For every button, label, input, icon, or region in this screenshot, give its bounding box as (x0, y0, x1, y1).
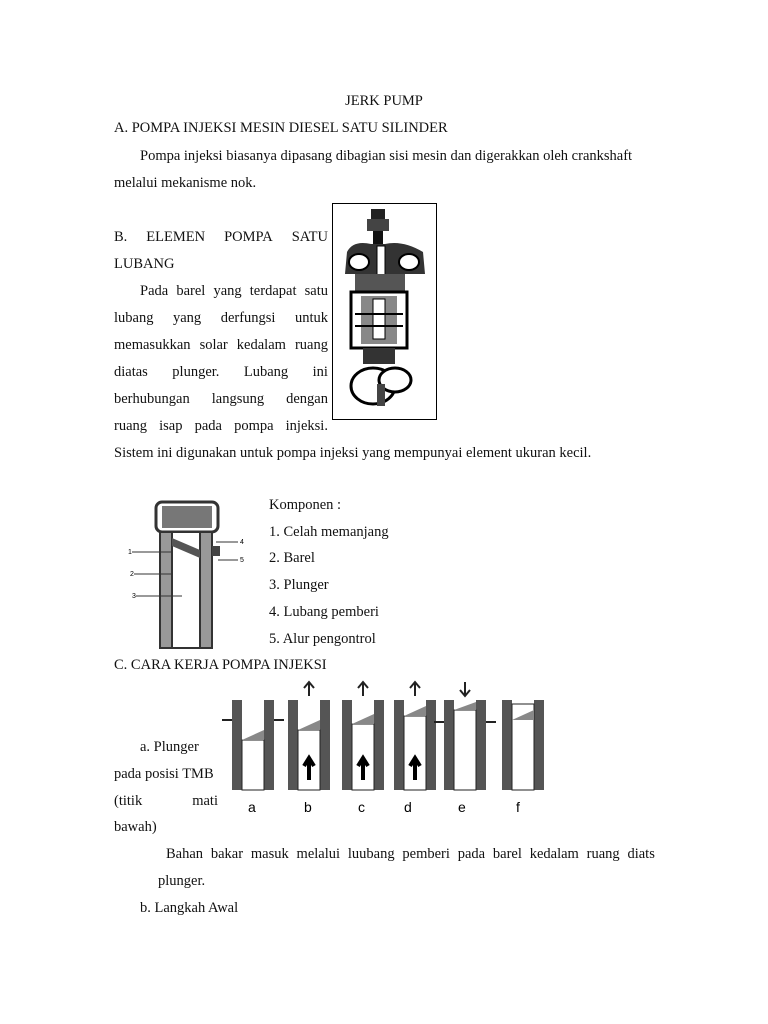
word: derfungsi (220, 310, 276, 326)
section-b-line (114, 310, 328, 327)
word: ruang (294, 337, 328, 353)
component-item: 2. Barel (269, 550, 315, 566)
word: langsung (211, 391, 265, 407)
section-a-heading: A. POMPA INJEKSI MESIN DIESEL SATU SILINDER (114, 120, 448, 136)
page-title: JERK PUMP (345, 93, 423, 109)
section-b-line (114, 364, 328, 381)
figure-label: d (404, 799, 412, 815)
step-a-line: a. Plunger (140, 739, 199, 755)
word: dengan (286, 391, 328, 407)
figure-label: a (248, 799, 256, 815)
section-b-line (114, 391, 328, 408)
word: ruang (586, 846, 620, 862)
word: pada (457, 846, 486, 862)
word: plunger. (172, 364, 220, 380)
figure-label: b (304, 799, 312, 815)
figure-label: e (458, 799, 466, 815)
figure-label: 3 (132, 593, 136, 600)
word: diats (627, 846, 655, 862)
word: pemberi (402, 846, 450, 862)
component-item: 1. Celah memanjang (269, 524, 389, 540)
section-b-line (114, 418, 328, 435)
figure-label: f (516, 799, 520, 815)
word: masuk (250, 846, 289, 862)
word: terdapat (249, 283, 297, 299)
word: yang (172, 310, 202, 326)
section-b-full-line: Sistem ini digunakan untuk pompa injeksi yang mempunyai element ukuran kecil. (114, 445, 592, 461)
word: berhubungan (114, 391, 190, 407)
word: injeksi. (285, 418, 328, 434)
word: Pada (140, 283, 169, 299)
section-a-line-2: melalui mekanisme nok. (114, 175, 257, 191)
figure-label: 1 (128, 549, 132, 556)
word: (titik (114, 793, 143, 809)
step-b-heading: b. Langkah Awal (140, 900, 239, 916)
component-item: 4. Lubang pemberi (269, 604, 379, 620)
word: melalui (296, 846, 341, 862)
word: memasukkan (114, 337, 191, 353)
step-a-desc-line: plunger. (158, 873, 206, 889)
section-b-heading (114, 229, 328, 246)
word: Lubang (243, 364, 289, 380)
components-heading: Komponen : (269, 497, 342, 513)
working-sequence-figure (222, 680, 552, 822)
word: Bahan (166, 846, 204, 862)
step-a-line: bawah) (114, 819, 157, 835)
word: barel (176, 283, 206, 299)
section-b-heading-word: B. (114, 229, 128, 245)
component-item: 3. Plunger (269, 577, 329, 593)
word: pompa (234, 418, 274, 434)
word: lubang (114, 310, 154, 326)
section-c-heading: C. CARA KERJA POMPA INJEKSI (114, 657, 327, 673)
pump-element-figure (126, 498, 262, 650)
word: ini (312, 364, 328, 380)
word: barel (492, 846, 522, 862)
word: satu (304, 283, 328, 299)
word: kedalam (236, 337, 286, 353)
word: kedalam (529, 846, 579, 862)
section-b-heading-word: SATU (291, 229, 328, 245)
section-b-line (140, 283, 328, 300)
word: solar (199, 337, 228, 353)
section-b-heading-line-2: LUBANG (114, 256, 175, 272)
figure-label: c (358, 799, 365, 815)
section-b-heading-word: POMPA (224, 229, 273, 245)
word: diatas (114, 364, 148, 380)
step-a-line: pada posisi TMB (114, 766, 214, 782)
word: pada (194, 418, 222, 434)
word: ruang (114, 418, 148, 434)
word: mati (192, 793, 218, 809)
component-item: 5. Alur pengontrol (269, 631, 376, 647)
pump-cutaway-figure (332, 203, 437, 420)
word: untuk (294, 310, 328, 326)
section-a-line-1: Pompa injeksi biasanya dipasang dibagian sisi mesin dan digerakkan oleh crankshaft (140, 148, 633, 164)
step-a-desc-line (166, 846, 655, 863)
figure-label: 4 (240, 539, 244, 546)
section-b-line (114, 337, 328, 354)
figure-label: 2 (130, 571, 134, 578)
word: yang (213, 283, 242, 299)
word: isap (159, 418, 183, 434)
word: luubang (347, 846, 395, 862)
section-b-heading-word: ELEMEN (146, 229, 206, 245)
word: bakar (210, 846, 244, 862)
step-a-line (114, 793, 218, 810)
figure-label: 5 (240, 557, 244, 564)
